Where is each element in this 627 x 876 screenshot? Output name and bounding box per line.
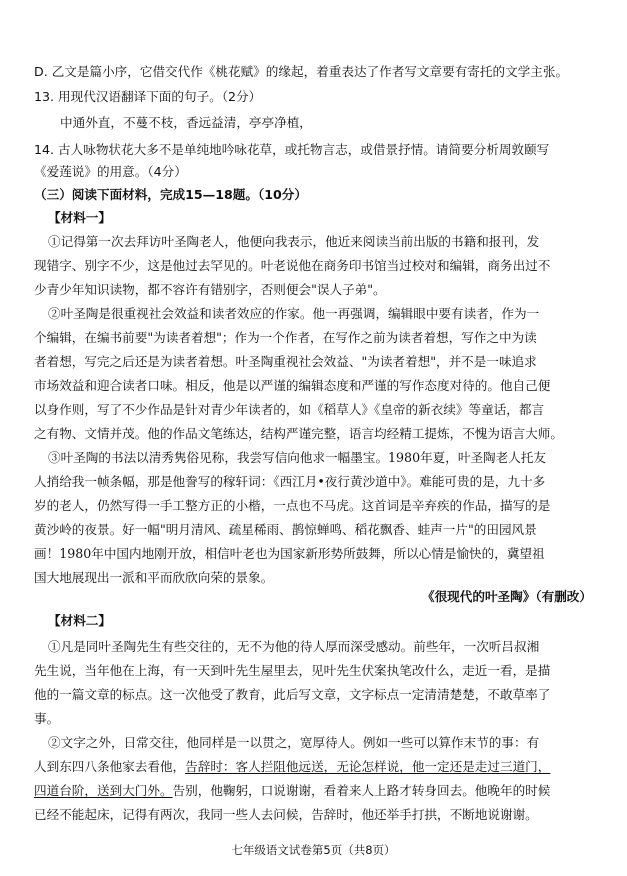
m2-p2-line3-plain: 告别，他鞠躬，口说谢谢，看着来人上路才转身回去。他晚年的时候 xyxy=(172,783,551,798)
m2-p2-line4: 已经不能起床，记得有两次，我同一些人去问候，告辞时，他还举手打拱，不断地说谢谢。 xyxy=(34,807,538,822)
m1-p3-line2: 人捎给我一帧条幅，那是他誊写的稼轩词：《西江月•夜行黄沙道中》。难能可贵的是，九十多 xyxy=(34,474,546,489)
m1-p1-line1: ①记得第一次去拜访叶圣陶老人，他便向我表示，他近来阅读当前出版的书籍和报刊，发 xyxy=(48,234,540,249)
option-d: D. 乙文是篇小序，它借交代作《桃花赋》的缘起，着重表达了作者写文章要有寄托的文学主张。 xyxy=(34,64,569,79)
underlined-sentence-part1: 告辞时：客人拦阻他远送，无论怎样说，他一定还是走过三道门， xyxy=(185,759,551,774)
m2-p2-line3 xyxy=(34,781,594,801)
question-13: 13. 用现代汉语翻译下面的句子。（2分） xyxy=(34,89,262,104)
m1-p2-line2: 个编辑，在编书前要"为读者着想"；作为一个作者，在写作之前为读者着想，写作之中为读 xyxy=(34,330,537,345)
m1-p1-line3: 少青少年知识读物，都不容许有错别字，否则便会"误人子弟"。 xyxy=(34,282,386,297)
m2-p1-line3: 他的一篇文章的标点。这一次他受了教育，此后写文章，文字标点一定清清楚楚，不敢草率了 xyxy=(34,687,551,702)
m2-p1-line1: ①凡是同叶圣陶先生有些交往的，无不为他的待人厚而深受感动。前些年，一次听吕叔湘 xyxy=(48,639,540,654)
question-14-line2: 《爱莲说》的用意。（4分） xyxy=(34,164,187,179)
m2-p1-line2: 先生说，当年他在上海，有一天到叶先生屋里去，见叶先生伏案执笔改什么，走近一看，是描 xyxy=(34,663,551,678)
m1-p3-line1: ③叶圣陶的书法以清秀隽俗见称，我尝写信向他求一幅墨宝。1980年夏，叶圣陶老人托友 xyxy=(48,450,547,465)
m2-p2-line2-plain: 人到东四八条他家去看他， xyxy=(34,759,186,774)
material-one-source: 《很现代的叶圣陶》（有删改） xyxy=(421,589,592,604)
part-three-heading: （三）阅读下面材料，完成15—18题。（10分） xyxy=(34,187,307,202)
m2-p1-line4: 事。 xyxy=(34,711,60,726)
m1-p3-line6: 国大地展现出一派和平而欣欣向荣的景象。 xyxy=(34,570,274,585)
m1-p2-line5: 以身作则，写了不少作品是针对青少年读者的，如《稻草人》《皇帝的新衣续》等童话，都言 xyxy=(34,402,545,417)
m1-p3-line3: 岁的老人，仍然写得一手工整方正的小楷，一点也不马虎。这首词是辛弃疾的作品，描写的是 xyxy=(34,498,551,513)
m1-p3-line4: 黄沙岭的夜景。好一幅"明月清风、疏星稀雨、鹊惊蝉鸣、稻花飘香、蛙声一片"的田园风景 xyxy=(34,522,537,537)
m1-p2-line3: 者着想，写完之后还是为读者着想。叶圣陶重视社会效益、"为读者着想"，并不是一味追求 xyxy=(34,354,537,369)
question-13-sentence: 中通外直，不蔓不枝，香远益清，亭亭净植， xyxy=(60,115,312,130)
m2-p2-line2 xyxy=(34,757,594,777)
m1-p2-line6: 之有物、文情并茂。他的作品文笔练达，结构严谨完整，语言均经精工提炼，不愧为语言大师。 xyxy=(34,426,563,441)
m1-p3-line5: 画！1980年中国内地刚开放，相信叶老也为国家新形势所鼓舞，所以心情是愉快的，冀望祖 xyxy=(34,546,545,561)
m2-p2-line1: ②文字之外，日常交往，他同样是一以贯之，宽厚待人。例如一些可以算作末节的事：有 xyxy=(48,735,540,750)
m1-p2-line1: ②叶圣陶是很重视社会效益和读者效应的作家。他一再强调，编辑眼中要有读者，作为一 xyxy=(48,306,540,321)
material-one-heading: 【材料一】 xyxy=(48,210,111,225)
material-two-heading: 【材料二】 xyxy=(48,613,111,628)
m1-p1-line2: 现错字、别字不少，这是他过去罕见的。叶老说他在商务印书馆当过校对和编辑，商务出过不 xyxy=(34,258,551,273)
m1-p2-line4: 市场效益和迎合读者口味。相反，他是以严谨的编辑态度和严谨的写作态度对待的。他自己便 xyxy=(34,378,551,393)
page-footer: 七年级语文试卷第5页（共8页） xyxy=(231,843,396,857)
underlined-sentence-part2: 四道台阶，送到大门外。 xyxy=(34,783,173,798)
question-14-line1: 14. 古人咏物状花大多不是单纯地吟咏花草，或托物言志，或借景抒情。请简要分析周敦颐写 xyxy=(34,142,550,157)
